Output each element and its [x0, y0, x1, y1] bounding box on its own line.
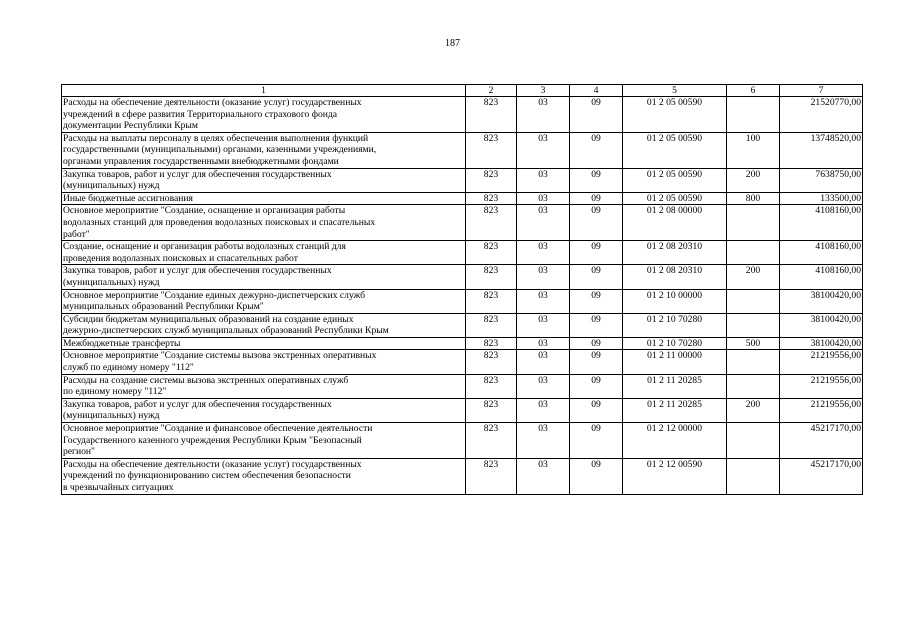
header-col-6: 6: [727, 85, 780, 97]
section-code-cell: 03: [517, 313, 570, 337]
amount-cell: 38100420,00: [780, 313, 863, 337]
ministry-code-cell: 823: [466, 458, 517, 494]
subsection-code-cell: 09: [570, 97, 623, 133]
ministry-code-cell: 823: [466, 374, 517, 398]
amount-cell: 38100420,00: [780, 289, 863, 313]
expense-type-cell: [727, 458, 780, 494]
target-article-cell: 01 2 11 00000: [623, 350, 727, 374]
subsection-code-cell: 09: [570, 205, 623, 241]
item-name-cell: Закупка товаров, работ и услуг для обеспечения государственных (муниципальных) нужд: [62, 168, 466, 192]
item-name-cell: Межбюджетные трансферты: [62, 337, 466, 350]
table-row: [62, 192, 863, 205]
amount-cell: 21520770,00: [780, 97, 863, 133]
section-code-cell: 03: [517, 398, 570, 422]
amount-cell: 4108160,00: [780, 205, 863, 241]
table-row: [62, 168, 863, 192]
section-code-cell: 03: [517, 192, 570, 205]
section-code-cell: 03: [517, 265, 570, 289]
section-code-cell: 03: [517, 423, 570, 459]
ministry-code-cell: 823: [466, 241, 517, 265]
item-name-cell: Основное мероприятие "Создание системы вызова экстренных оперативных служб по единому номеру "112": [62, 350, 466, 374]
amount-cell: 21219556,00: [780, 350, 863, 374]
page-number: 187: [445, 38, 460, 49]
table-row: [62, 374, 863, 398]
budget-table: [61, 84, 863, 495]
target-article-cell: 01 2 05 00590: [623, 97, 727, 133]
section-code-cell: 03: [517, 132, 570, 168]
subsection-code-cell: 09: [570, 265, 623, 289]
table-row: [62, 265, 863, 289]
item-name-cell: Иные бюджетные ассигнования: [62, 192, 466, 205]
table-row: [62, 313, 863, 337]
item-name-cell: Расходы на выплаты персоналу в целях обеспечения выполнения функций государственными (муниципальными) органами, казенными учреждениями, органами управления государственными внебюджетными фондами: [62, 132, 466, 168]
ministry-code-cell: 823: [466, 205, 517, 241]
table-row: [62, 423, 863, 459]
amount-cell: 21219556,00: [780, 374, 863, 398]
target-article-cell: 01 2 10 70280: [623, 313, 727, 337]
section-code-cell: 03: [517, 337, 570, 350]
ministry-code-cell: 823: [466, 265, 517, 289]
table-row: [62, 132, 863, 168]
target-article-cell: 01 2 05 00590: [623, 168, 727, 192]
item-name-cell: Основное мероприятие "Создание, оснащение и организация работы водолазных станций для проведения водолазных поисковых и спасательных работ": [62, 205, 466, 241]
section-code-cell: 03: [517, 205, 570, 241]
expense-type-cell: [727, 97, 780, 133]
expense-type-cell: 200: [727, 398, 780, 422]
target-article-cell: 01 2 11 20285: [623, 374, 727, 398]
table-body: [62, 97, 863, 495]
ministry-code-cell: 823: [466, 192, 517, 205]
subsection-code-cell: 09: [570, 241, 623, 265]
subsection-code-cell: 09: [570, 168, 623, 192]
target-article-cell: 01 2 12 00590: [623, 458, 727, 494]
section-code-cell: 03: [517, 374, 570, 398]
amount-cell: 4108160,00: [780, 265, 863, 289]
expense-type-cell: [727, 289, 780, 313]
section-code-cell: 03: [517, 241, 570, 265]
subsection-code-cell: 09: [570, 337, 623, 350]
ministry-code-cell: 823: [466, 350, 517, 374]
item-name-cell: Расходы на обеспечение деятельности (оказание услуг) государственных учреждений в сфере развития Территориального страхового фонда документации Республики Крым: [62, 97, 466, 133]
ministry-code-cell: 823: [466, 97, 517, 133]
ministry-code-cell: 823: [466, 289, 517, 313]
item-name-cell: Закупка товаров, работ и услуг для обеспечения государственных (муниципальных) нужд: [62, 265, 466, 289]
table-row: [62, 458, 863, 494]
amount-cell: 45217170,00: [780, 458, 863, 494]
target-article-cell: 01 2 08 20310: [623, 265, 727, 289]
header-col-7: 7: [780, 85, 863, 97]
section-code-cell: 03: [517, 289, 570, 313]
amount-cell: 13748520,00: [780, 132, 863, 168]
target-article-cell: 01 2 05 00590: [623, 132, 727, 168]
ministry-code-cell: 823: [466, 337, 517, 350]
expense-type-cell: [727, 350, 780, 374]
table-row: [62, 337, 863, 350]
subsection-code-cell: 09: [570, 313, 623, 337]
expense-type-cell: 800: [727, 192, 780, 205]
table-row: [62, 97, 863, 133]
amount-cell: 45217170,00: [780, 423, 863, 459]
target-article-cell: 01 2 11 20285: [623, 398, 727, 422]
table-row: [62, 205, 863, 241]
table-row: [62, 241, 863, 265]
expense-type-cell: [727, 374, 780, 398]
expense-type-cell: [727, 423, 780, 459]
item-name-cell: Закупка товаров, работ и услуг для обеспечения государственных (муниципальных) нужд: [62, 398, 466, 422]
ministry-code-cell: 823: [466, 313, 517, 337]
amount-cell: 133500,00: [780, 192, 863, 205]
target-article-cell: 01 2 10 70280: [623, 337, 727, 350]
target-article-cell: 01 2 10 00000: [623, 289, 727, 313]
item-name-cell: Основное мероприятие "Создание и финансовое обеспечение деятельности Государственного казенного учреждения Республики Крым "Безопасный регион": [62, 423, 466, 459]
amount-cell: 38100420,00: [780, 337, 863, 350]
expense-type-cell: [727, 313, 780, 337]
subsection-code-cell: 09: [570, 423, 623, 459]
section-code-cell: 03: [517, 168, 570, 192]
header-col-5: 5: [623, 85, 727, 97]
subsection-code-cell: 09: [570, 398, 623, 422]
expense-type-cell: 100: [727, 132, 780, 168]
expense-type-cell: [727, 205, 780, 241]
ministry-code-cell: 823: [466, 168, 517, 192]
section-code-cell: 03: [517, 97, 570, 133]
target-article-cell: 01 2 12 00000: [623, 423, 727, 459]
item-name-cell: Расходы на обеспечение деятельности (оказание услуг) государственных учреждений по функционированию систем обеспечения безопасности в чрезвычайных ситуациях: [62, 458, 466, 494]
header-col-3: 3: [517, 85, 570, 97]
amount-cell: 21219556,00: [780, 398, 863, 422]
expense-type-cell: 500: [727, 337, 780, 350]
amount-cell: 7638750,00: [780, 168, 863, 192]
table-row: [62, 350, 863, 374]
subsection-code-cell: 09: [570, 132, 623, 168]
expense-type-cell: 200: [727, 265, 780, 289]
header-col-2: 2: [466, 85, 517, 97]
header-col-1: 1: [62, 85, 466, 97]
table-row: [62, 398, 863, 422]
target-article-cell: 01 2 08 20310: [623, 241, 727, 265]
subsection-code-cell: 09: [570, 350, 623, 374]
ministry-code-cell: 823: [466, 132, 517, 168]
ministry-code-cell: 823: [466, 423, 517, 459]
section-code-cell: 03: [517, 458, 570, 494]
item-name-cell: Расходы на создание системы вызова экстренных оперативных служб по единому номеру "112": [62, 374, 466, 398]
ministry-code-cell: 823: [466, 398, 517, 422]
subsection-code-cell: 09: [570, 374, 623, 398]
item-name-cell: Основное мероприятие "Создание единых дежурно-диспетчерских служб муниципальных образований Республики Крым": [62, 289, 466, 313]
table-row: [62, 289, 863, 313]
item-name-cell: Создание, оснащение и организация работы водолазных станций для проведения водолазных поисковых и спасательных работ: [62, 241, 466, 265]
expense-type-cell: 200: [727, 168, 780, 192]
subsection-code-cell: 09: [570, 289, 623, 313]
subsection-code-cell: 09: [570, 192, 623, 205]
item-name-cell: Субсидии бюджетам муниципальных образований на создание единых дежурно-диспетчерских служб муниципальных образований Республики Крым: [62, 313, 466, 337]
amount-cell: 4108160,00: [780, 241, 863, 265]
subsection-code-cell: 09: [570, 458, 623, 494]
table-header-row: [62, 85, 863, 97]
target-article-cell: 01 2 05 00590: [623, 192, 727, 205]
section-code-cell: 03: [517, 350, 570, 374]
target-article-cell: 01 2 08 00000: [623, 205, 727, 241]
header-col-4: 4: [570, 85, 623, 97]
expense-type-cell: [727, 241, 780, 265]
